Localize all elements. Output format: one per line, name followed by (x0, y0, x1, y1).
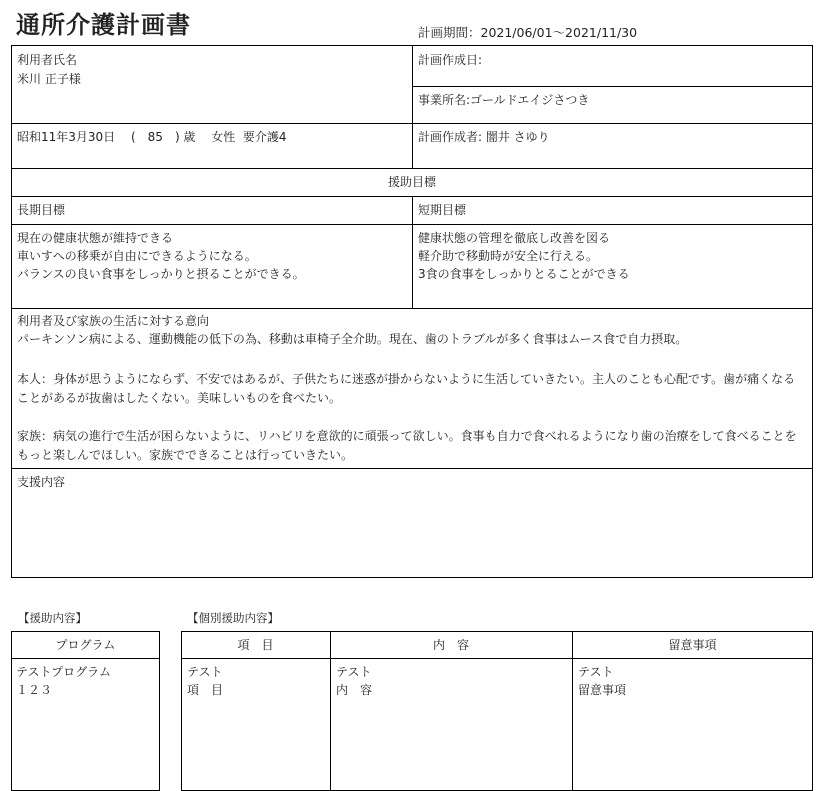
document-title: 通所介護計画書 (16, 11, 191, 39)
goals-header: 援助目標 (387, 175, 436, 189)
short-term-goal-line: 軽介助で移動時が安全に行える。 (418, 249, 599, 263)
divider (330, 631, 331, 791)
content-header: 内 容 (432, 638, 469, 652)
divider (412, 196, 413, 308)
divider (11, 468, 813, 469)
long-term-goal-line: バランスの良い食事をしっかりと摂ることができる。 (17, 267, 305, 281)
divider (11, 168, 813, 169)
divider (572, 631, 573, 791)
user-name: 米川 正子様 (17, 72, 81, 86)
notes-header: 留意事項 (668, 638, 717, 652)
long-term-goal-line: 車いすへの移乗が自由にできるようになる。 (17, 249, 257, 263)
divider (412, 45, 413, 168)
divider (181, 658, 813, 659)
plan-author: 計画作成者: 闇井 さゆり (418, 130, 550, 144)
notes-line: テスト (578, 665, 614, 679)
individual-assist-label: 【個別援助内容】 (187, 611, 279, 625)
divider (11, 123, 813, 124)
program-header: プログラム (55, 638, 116, 652)
item-line: テスト (187, 665, 223, 679)
office-name: 事業所名:ゴールドエイジさつき (418, 93, 590, 107)
program-line: テストプログラム (16, 665, 112, 679)
program-line: １２３ (16, 683, 53, 697)
plan-created-date: 計画作成日: (418, 53, 483, 67)
intent-paragraph: 家族：病気の進行で生活が困らないように、リハビリを意欲的に頑張って欲しい。食事も自力で食べれるようになり歯の治療をして食べることをもっと楽しんでほしい。家族でできることは行っていきたい。 (17, 429, 797, 462)
content-line: テスト (336, 665, 372, 679)
content-line: 内 容 (336, 683, 373, 697)
divider (412, 86, 813, 87)
notes-line: 留意事項 (578, 683, 627, 697)
intent-paragraph: 本人：身体が思うようにならず、不安ではあるが、子供たちに迷惑が掛からないように生活していきたい。主人のことも心配です。歯が痛くなることがあるが抜歯はしたくない。美味しいものを食べたい。 (17, 372, 796, 405)
assist-section-label: 【援助内容】 (18, 611, 87, 625)
plan-period: 計画期間：2021/06/01～2021/11/30 (418, 25, 638, 40)
long-term-goal-line: 現在の健康状態が維持できる (17, 231, 174, 245)
intent-label: 利用者及び家族の生活に対する意向 (17, 314, 210, 328)
individual-assist-table (181, 631, 813, 791)
program-table (11, 631, 160, 791)
divider (11, 224, 813, 225)
item-header: 項 目 (237, 638, 274, 652)
user-birth-info: 昭和11年3月30日 ( 85 ) 歳 女性 要介護4 (17, 130, 287, 144)
intent-paragraph: パーキンソン病による、運動機能の低下の為、移動は車椅子全介助。現在、歯のトラブルが多く食事はムース食で自力摂取。 (17, 332, 688, 346)
support-content-label: 支援内容 (17, 475, 66, 489)
item-line: 項 目 (187, 683, 224, 697)
divider (11, 308, 813, 309)
user-name-label: 利用者氏名 (17, 53, 78, 67)
short-term-goal-line: 健康状態の管理を徹底し改善を図る (418, 231, 611, 245)
short-term-goal-line: 3食の食事をしっかりとることができる (418, 267, 630, 281)
short-term-goal-label: 短期目標 (418, 203, 467, 217)
divider (11, 658, 160, 659)
long-term-goal-label: 長期目標 (17, 203, 66, 217)
